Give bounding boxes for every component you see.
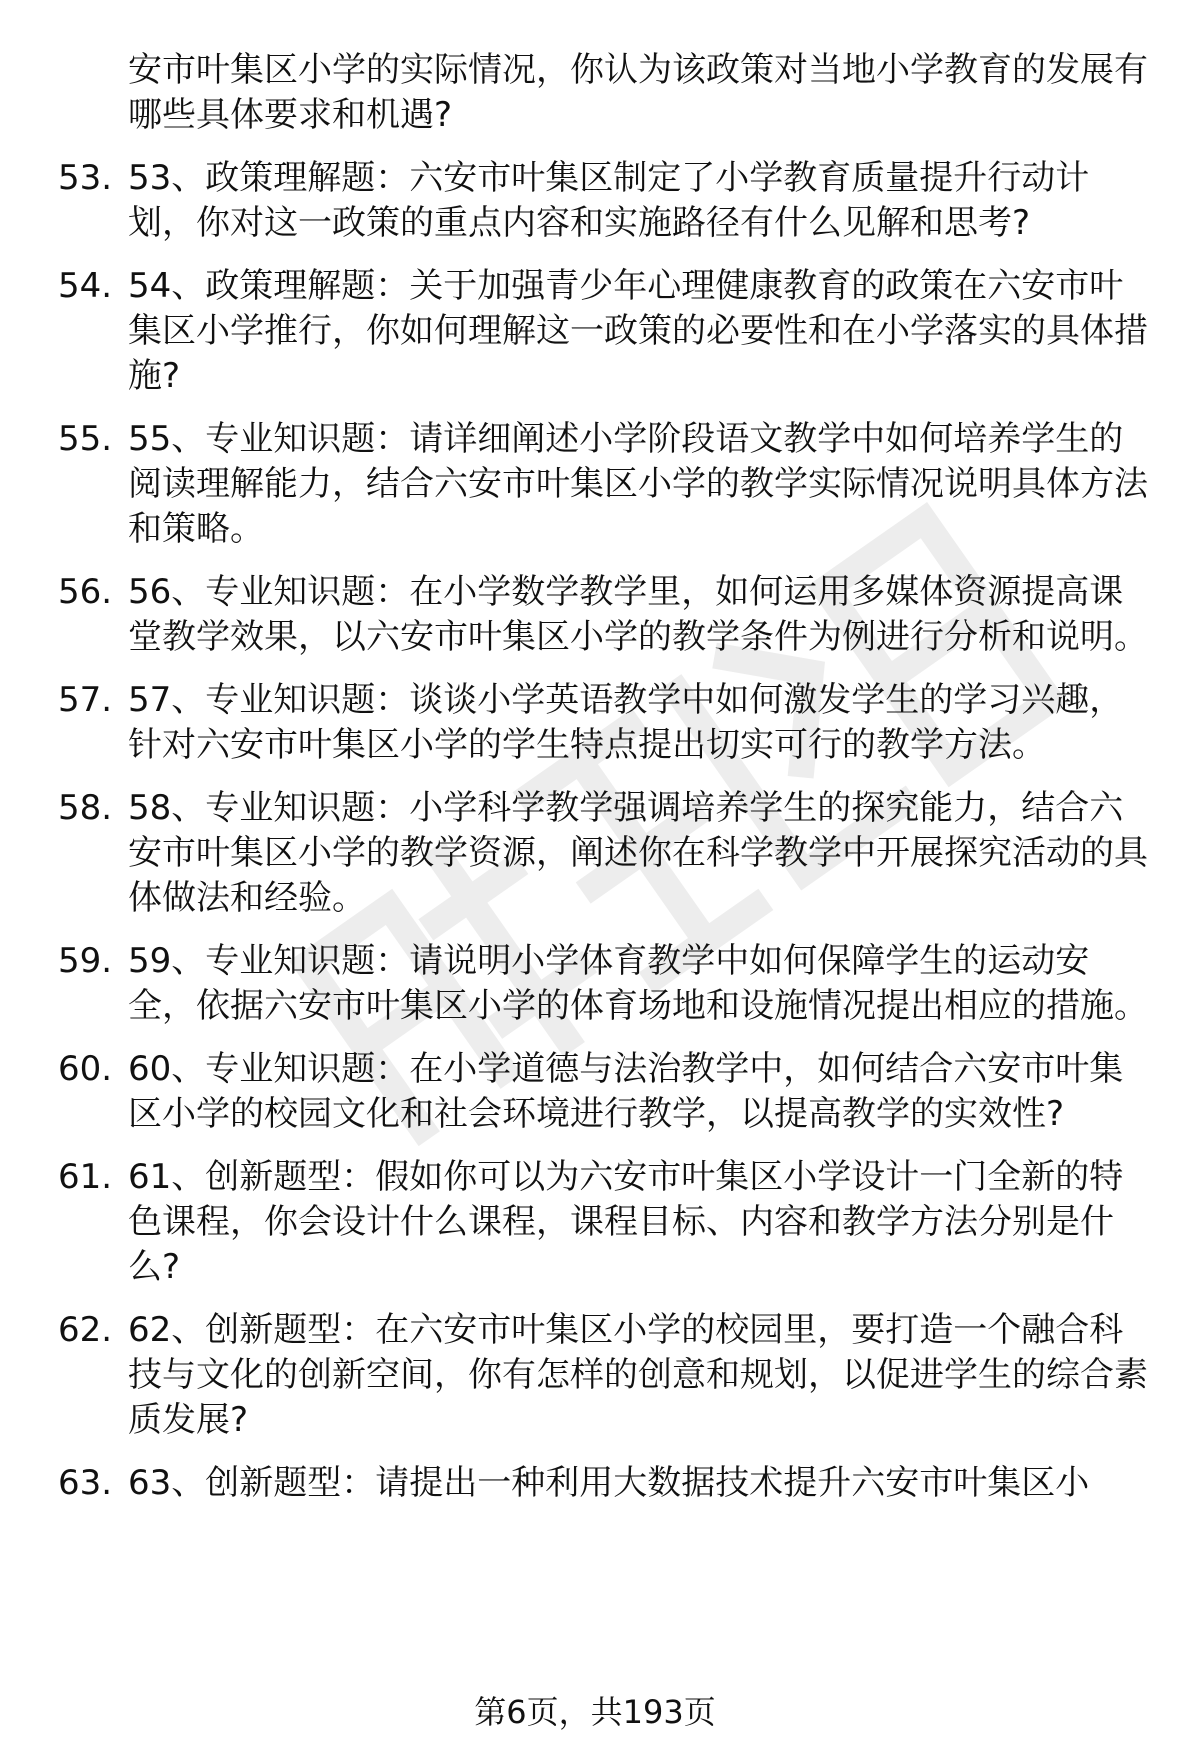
item-text: 57、专业知识题：谈谈小学英语教学中如何激发学生的学习兴趣，针对六安市叶集区小学的学生特点提出切实可行的教学方法。 (128, 680, 1124, 765)
item-number: 59. (58, 941, 113, 981)
item-number: 56. (58, 572, 113, 612)
item-number: 62. (58, 1310, 113, 1350)
item-text: 54、政策理解题：关于加强青少年心理健康教育的政策在六安市叶集区小学推行，你如何理解这一政策的必要性和在小学落实的具体措施? (128, 266, 1148, 396)
item-text: 63、创新题型：请提出一种利用大数据技术提升六安市叶集区小 (128, 1463, 1090, 1503)
item-text: 55、专业知识题：请详细阐述小学阶段语文教学中如何培养学生的阅读理解能力，结合六安市叶集区小学的教学实际情况说明具体方法和策略。 (128, 419, 1148, 549)
item-number: 53. (58, 158, 113, 198)
list-item (58, 156, 1148, 246)
item-number: 60. (58, 1049, 113, 1089)
item-text: 53、政策理解题：六安市叶集区制定了小学教育质量提升行动计划，你对这一政策的重点内容和实施路径有什么见解和思考? (128, 158, 1090, 243)
item-number: 58. (58, 788, 113, 828)
item-text: 60、专业知识题：在小学道德与法治教学中，如何结合六安市叶集区小学的校园文化和社会环境进行教学，以提高教学的实效性? (128, 1049, 1124, 1134)
continuation-text: 安市叶集区小学的实际情况，你认为该政策对当地小学教育的发展有哪些具体要求和机遇? (128, 50, 1148, 135)
question-list (58, 48, 1148, 1524)
item-text: 62、创新题型：在六安市叶集区小学的校园里，要打造一个融合科技与文化的创新空间，你有怎样的创意和规划，以促进学生的综合素质发展? (128, 1310, 1148, 1440)
list-item (58, 678, 1148, 768)
list-item (58, 1047, 1148, 1137)
list-item (58, 570, 1148, 660)
item-text: 58、专业知识题：小学科学教学强调培养学生的探究能力，结合六安市叶集区小学的教学资源，阐述你在科学教学中开展探究活动的具体做法和经验。 (128, 788, 1148, 918)
list-item (58, 939, 1148, 1029)
item-text: 61、创新题型：假如你可以为六安市叶集区小学设计一门全新的特色课程，你会设计什么课程，课程目标、内容和教学方法分别是什么? (128, 1157, 1124, 1287)
item-number: 63. (58, 1463, 113, 1503)
list-item (58, 1308, 1148, 1443)
list-item (58, 786, 1148, 921)
page-footer: 第6页，共193页 (474, 1693, 716, 1731)
item-number: 55. (58, 419, 113, 459)
item-number: 61. (58, 1157, 113, 1197)
item-text: 59、专业知识题：请说明小学体育教学中如何保障学生的运动安全，依据六安市叶集区小学的体育场地和设施情况提出相应的措施。 (128, 941, 1148, 1026)
item-number: 57. (58, 680, 113, 720)
list-item (58, 1461, 1148, 1506)
item-number: 54. (58, 266, 113, 306)
item-text: 56、专业知识题：在小学数学教学里，如何运用多媒体资源提高课堂教学效果，以六安市叶集区小学的教学条件为例进行分析和说明。 (128, 572, 1148, 657)
list-item (58, 417, 1148, 552)
list-item (58, 264, 1148, 399)
list-item (58, 1155, 1148, 1290)
